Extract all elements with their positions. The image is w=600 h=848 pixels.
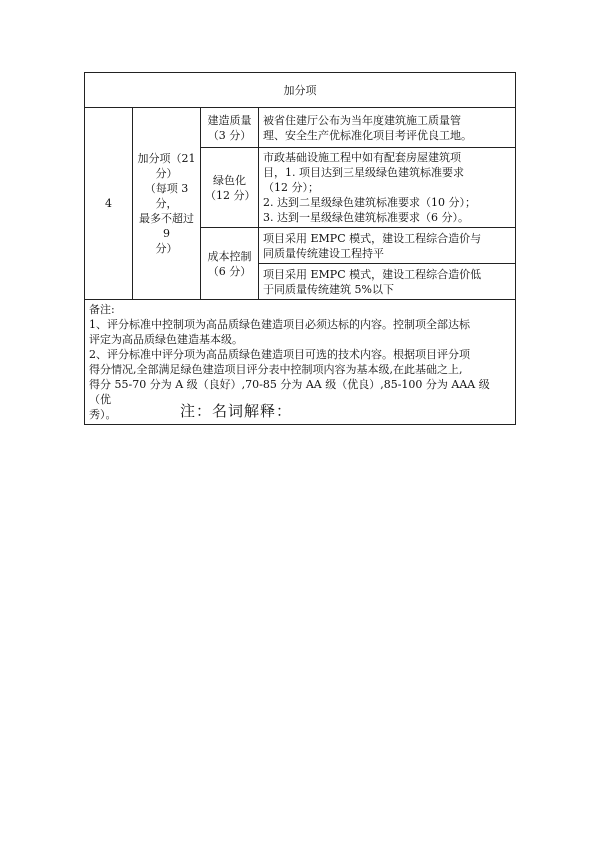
notes-cell (85, 300, 516, 425)
footnote-heading: 注：名词解释： (180, 402, 293, 420)
notes-line: 秀）。 (89, 408, 117, 421)
item-description (259, 264, 516, 300)
category-line: 加分项（21 (137, 152, 196, 165)
item-points: （6 分） (207, 264, 252, 278)
category-line: 分） (155, 242, 178, 255)
category-line: （每项 3 分， (144, 182, 189, 210)
notes-title: 备注: (89, 303, 115, 316)
description-line: （12 分）； (263, 181, 319, 194)
description-line: 于同质量传统建筑 5%以下 (263, 282, 394, 296)
item-description (259, 108, 516, 148)
item-name-green (201, 148, 259, 228)
item-description (259, 228, 516, 264)
notes-line: 得分情况,全部满足绿色建造项目评分表中控制项内容为基本级,在此基础之上, (89, 363, 463, 376)
category-line: 最多不超过 9 (139, 212, 194, 240)
description-line: 2. 达到二星级绿色建筑标准要求（10 分）； (263, 196, 476, 209)
description-line: 目，1. 项目达到三星级绿色建筑标准要求 (263, 166, 464, 179)
description-line: 3. 达到一星级绿色建筑标准要求（6 分）。 (263, 211, 469, 224)
notes-line: 得分 55-70 分为 A 级（良好）,70-85 分为 AA 级（优良）,85-100 分为 AAA 级（优 (89, 378, 490, 406)
description-line: 市政基础设施工程中如有配套房屋建筑项 (263, 151, 461, 164)
category-line: 分） (155, 167, 178, 180)
description-line: 项目采用 EMPC 模式，建设工程综合造价低 (263, 267, 482, 281)
item-name-cost (201, 228, 259, 300)
scoring-table (84, 72, 516, 425)
table-row (85, 108, 516, 148)
notes-line: 1、评分标准中控制项为高品质绿色建造项目必须达标的内容。控制项全部达标 (89, 318, 470, 331)
section-header: 加分项 (85, 73, 516, 108)
item-description (259, 148, 516, 228)
notes-line: 评定为高品质绿色建造基本级。 (89, 333, 243, 346)
description-line: 项目采用 EMPC 模式，建设工程综合造价与 (263, 231, 482, 245)
item-points: （12 分） (205, 188, 256, 202)
item-name-quality (201, 108, 259, 148)
description-line: 被省住建厅公布为当年度建筑施工质量管 (263, 113, 461, 127)
description-line: 理、安全生产优标准化项目考评优良工地。 (263, 128, 472, 142)
description-line: 同质量传统建设工程持平 (263, 246, 384, 260)
notes-row (85, 300, 516, 425)
notes-line: 2、评分标准中评分项为高品质绿色建造项目可选的技术内容。根据项目评分项 (89, 348, 470, 361)
item-name-line: 建造质量 (207, 113, 252, 127)
row-number: 4 (85, 108, 133, 300)
category-cell (133, 108, 201, 300)
item-points: （3 分） (207, 128, 252, 142)
item-name-line: 绿色化 (213, 173, 246, 187)
item-name-line: 成本控制 (207, 249, 252, 263)
table-header-row (85, 73, 516, 108)
